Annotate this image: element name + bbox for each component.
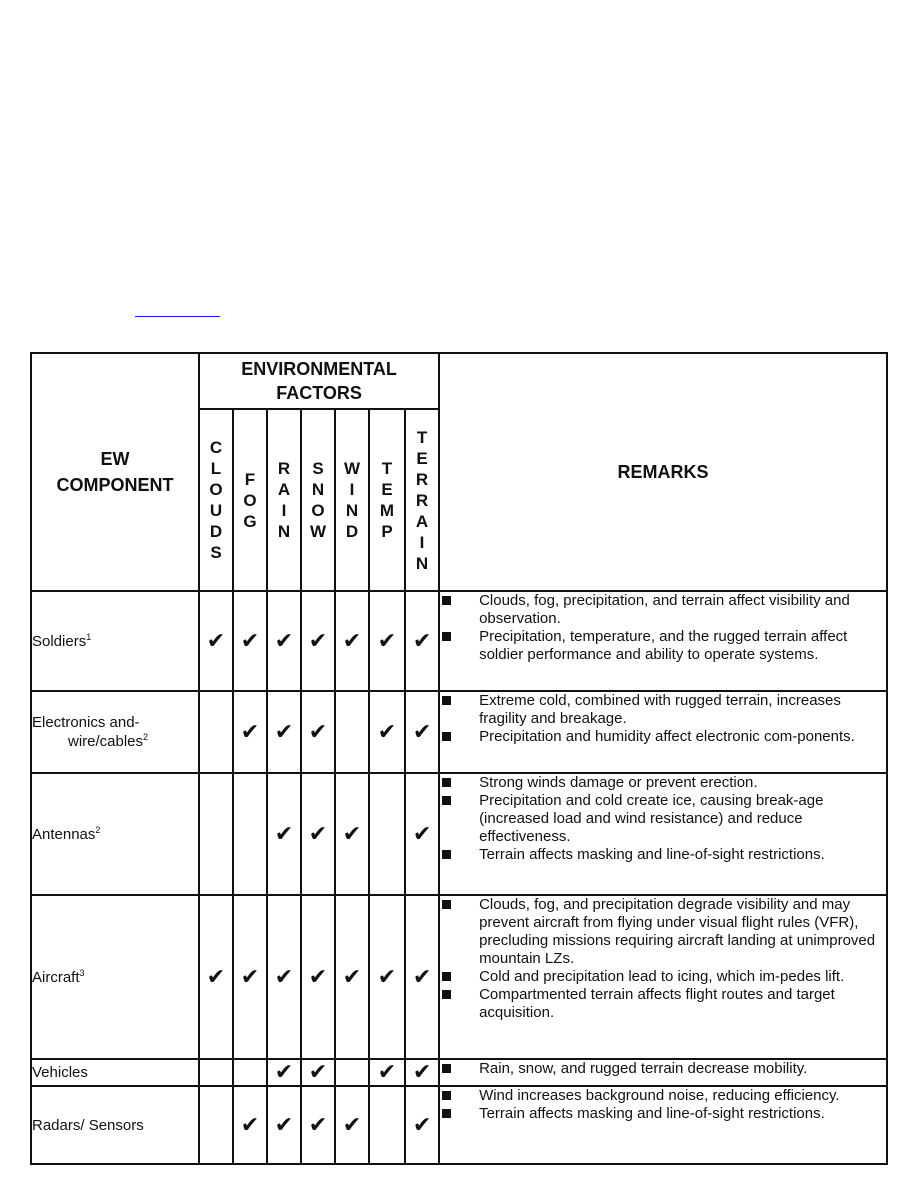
remark-item: Strong winds damage or prevent erection. [440,774,886,792]
table-row [31,591,887,691]
check-cell-clouds [199,773,233,895]
check-cell-rain [267,1059,301,1086]
component-cell: Electronics and- wire/cables$^2$ [31,691,199,773]
square-bullet-icon [442,850,456,859]
check-icon: ✔ [308,1112,328,1138]
check-cell-snow [301,1059,335,1086]
header-factor-wind: W I N D [335,409,369,591]
square-bullet-icon [442,1109,456,1118]
component-cell: Soldiers$^1$ [31,591,199,691]
square-bullet-icon [442,900,456,909]
check-cell-clouds [199,691,233,773]
table-row [31,691,887,773]
square-bullet-icon [442,778,456,787]
header-factor-snow: S N O W [301,409,335,591]
header-factor-fog: F O G [233,409,267,591]
remark-item: Precipitation, temperature, and the rugged terrain affect soldier performance and ability to operate systems. [440,628,886,664]
check-icon: ✔ [274,821,294,847]
check-cell-terrain [405,773,439,895]
hyperlink-underline[interactable] [135,316,220,317]
remark-item: Extreme cold, combined with rugged terrain, increases fragility and breakage. [440,692,886,728]
check-cell-terrain [405,691,439,773]
check-cell-terrain [405,1086,439,1164]
check-icon: ✔ [240,1112,260,1138]
table-row [31,773,887,895]
check-icon: ✔ [274,628,294,654]
table-row [31,895,887,1059]
check-icon: ✔ [377,719,397,745]
square-bullet-icon [442,1064,456,1073]
check-icon: ✔ [240,628,260,654]
header-factor-terrain: T E R R A I N [405,409,439,591]
check-cell-temp [369,895,405,1059]
remarks-cell [439,1059,887,1086]
check-cell-rain [267,591,301,691]
square-bullet-icon [442,696,456,705]
check-icon: ✔ [412,821,432,847]
check-icon: ✔ [342,821,362,847]
check-cell-clouds [199,895,233,1059]
check-cell-fog [233,895,267,1059]
check-cell-wind [335,895,369,1059]
check-icon: ✔ [342,628,362,654]
header-factor-temp: T E M P [369,409,405,591]
remark-item: Terrain affects masking and line-of-sight restrictions. [440,1105,886,1123]
check-icon: ✔ [274,1060,294,1085]
remark-item: Precipitation and cold create ice, causing break-age (increased load and wind resistance) and reduce effectiveness. [440,792,886,846]
check-icon: ✔ [274,964,294,990]
table-row [31,1059,887,1086]
remark-item: Rain, snow, and rugged terrain decrease mobility. [440,1060,886,1078]
check-cell-snow [301,773,335,895]
component-cell: Vehicles [31,1059,199,1086]
header-factor-clouds: C L O U D S [199,409,233,591]
ew-environmental-factors-table [30,352,888,1165]
check-icon: ✔ [206,964,226,990]
check-icon: ✔ [412,1112,432,1138]
remark-item: Cold and precipitation lead to icing, which im-pedes lift. [440,968,886,986]
remark-item: Precipitation and humidity affect electronic com-ponents. [440,728,886,746]
header-remarks: REMARKS [439,353,887,591]
check-cell-fog [233,1059,267,1086]
check-cell-terrain [405,591,439,691]
check-cell-fog [233,691,267,773]
check-icon: ✔ [240,719,260,745]
check-cell-snow [301,895,335,1059]
check-icon: ✔ [412,628,432,654]
remarks-cell [439,691,887,773]
check-icon: ✔ [308,628,328,654]
check-icon: ✔ [308,1060,328,1085]
check-cell-rain [267,773,301,895]
remark-item: Wind increases background noise, reducing efficiency. [440,1087,886,1105]
check-icon: ✔ [206,628,226,654]
header-factor-rain: R A I N [267,409,301,591]
check-cell-fog [233,773,267,895]
check-cell-fog [233,1086,267,1164]
check-icon: ✔ [377,964,397,990]
check-cell-rain [267,1086,301,1164]
check-icon: ✔ [274,1112,294,1138]
check-icon: ✔ [308,719,328,745]
check-cell-temp [369,773,405,895]
check-cell-wind [335,591,369,691]
remarks-cell [439,773,887,895]
header-environmental-factors: ENVIRONMENTAL FACTORS [199,353,439,409]
check-cell-rain [267,691,301,773]
square-bullet-icon [442,796,456,805]
component-cell: Radars/ Sensors [31,1086,199,1164]
square-bullet-icon [442,632,456,641]
component-cell: Aircraft$^3$ [31,895,199,1059]
check-icon: ✔ [412,1060,432,1085]
check-icon: ✔ [342,1112,362,1138]
check-cell-clouds [199,1059,233,1086]
remarks-cell [439,591,887,691]
check-icon: ✔ [342,964,362,990]
square-bullet-icon [442,972,456,981]
check-cell-wind [335,691,369,773]
check-icon: ✔ [377,628,397,654]
check-cell-clouds [199,1086,233,1164]
check-cell-terrain [405,1059,439,1086]
remark-item: Compartmented terrain affects flight routes and target acquisition. [440,986,886,1022]
check-cell-temp [369,691,405,773]
check-cell-temp [369,1059,405,1086]
remark-item: Clouds, fog, precipitation, and terrain affect visibility and observation. [440,592,886,628]
remark-item: Terrain affects masking and line-of-sight restrictions. [440,846,886,864]
square-bullet-icon [442,1091,456,1100]
square-bullet-icon [442,596,456,605]
check-cell-wind [335,773,369,895]
remarks-cell [439,1086,887,1164]
check-icon: ✔ [412,964,432,990]
check-cell-terrain [405,895,439,1059]
check-icon: ✔ [377,1060,397,1085]
check-cell-fog [233,591,267,691]
square-bullet-icon [442,732,456,741]
check-cell-snow [301,691,335,773]
component-cell: Antennas$^2$ [31,773,199,895]
square-bullet-icon [442,990,456,999]
check-cell-temp [369,591,405,691]
check-cell-clouds [199,591,233,691]
check-cell-wind [335,1059,369,1086]
check-icon: ✔ [308,821,328,847]
remarks-cell [439,895,887,1059]
remark-item: Clouds, fog, and precipitation degrade visibility and may prevent aircraft from flying under visual flight rules (VFR), precluding missions requiring aircraft landing at unimproved mountain LZs. [440,896,886,968]
check-cell-snow [301,1086,335,1164]
check-icon: ✔ [412,719,432,745]
table-row [31,1086,887,1164]
check-icon: ✔ [240,964,260,990]
check-cell-rain [267,895,301,1059]
header-ew-component: EW COMPONENT [31,353,199,591]
check-cell-temp [369,1086,405,1164]
check-icon: ✔ [274,719,294,745]
check-cell-wind [335,1086,369,1164]
check-icon: ✔ [308,964,328,990]
check-cell-snow [301,591,335,691]
